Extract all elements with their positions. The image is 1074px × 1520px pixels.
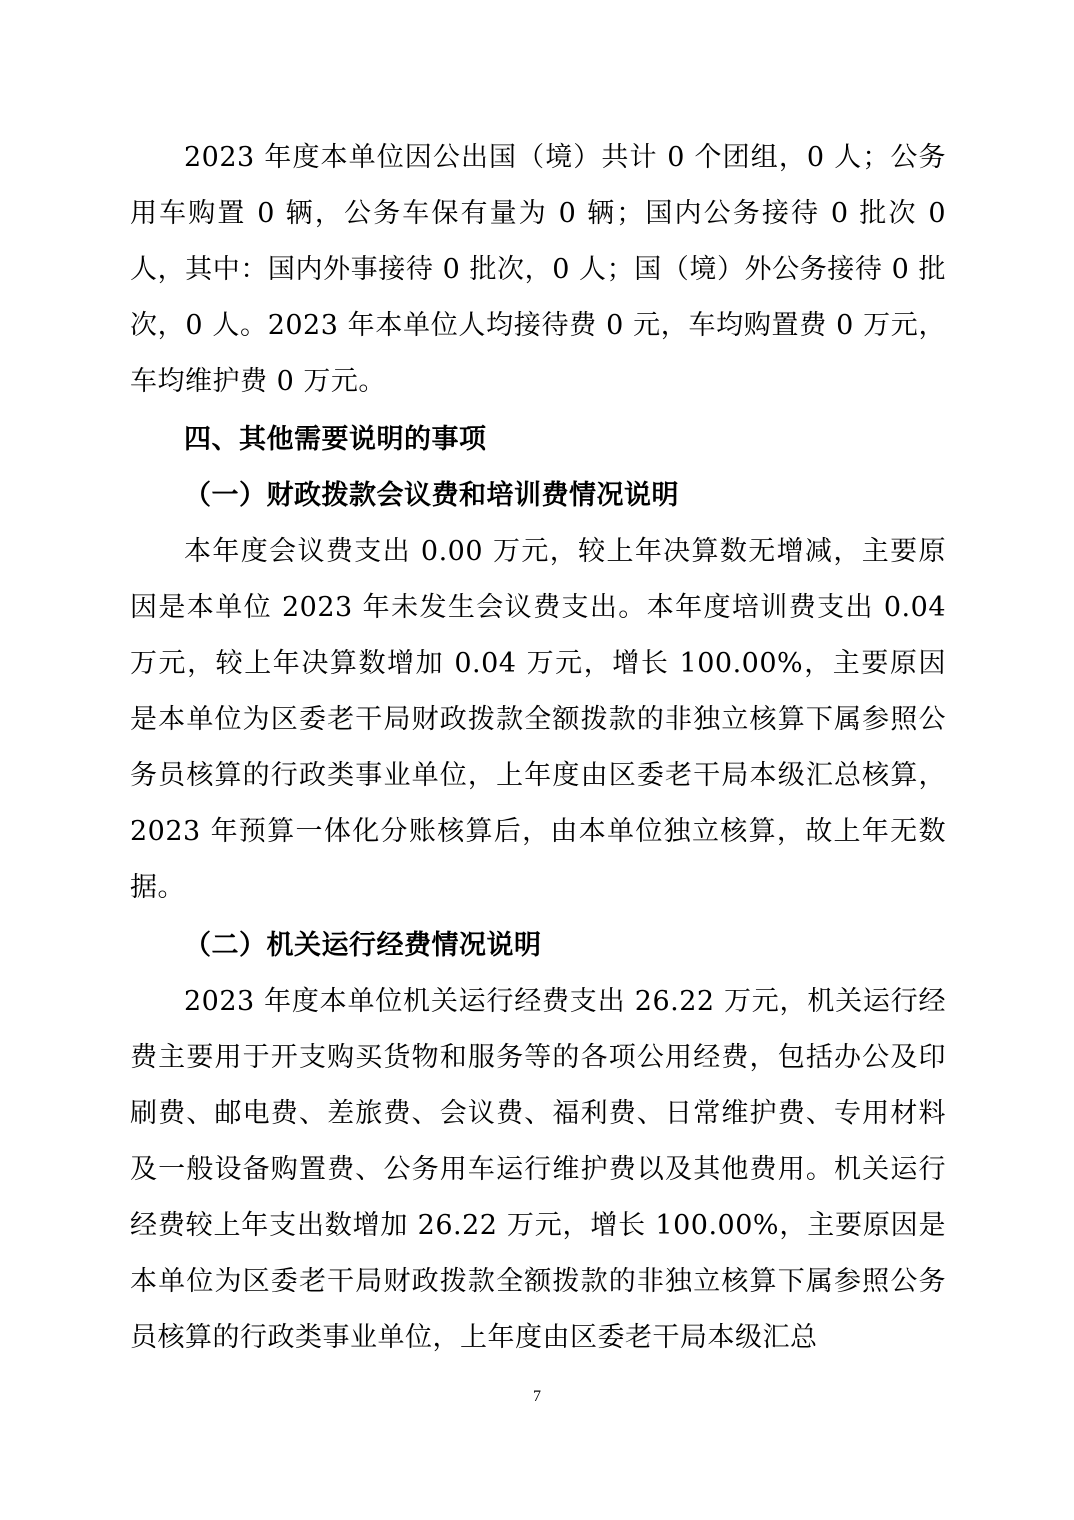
document-body — [130, 130, 946, 1366]
paragraph-meeting-training-fees: 本年度会议费支出 0.00 万元，较上年决算数无增减，主要原因是本单位 2023 年未发生会议费支出。本年度培训费支出 0.04 万元，较上年决算数增加 0.04 万元，增长 100.00%，主要原因是本单位为区委老干局财政拨款全额拨款的非独立核算下属参照公务员核算的行政类事业单位，上年度由区委老干局本级汇总核算，2023 年预算一体化分账核算后，由本单位独立核算，故上年无数据。 — [130, 536, 946, 903]
subheading-operating-expenses: （二）机关运行经费情况说明 — [184, 930, 542, 961]
paragraph-operating-expenses: 2023 年度本单位机关运行经费支出 26.22 万元，机关运行经费主要用于开支购买货物和服务等的各项公用经费，包括办公及印刷费、邮电费、差旅费、会议费、福利费、日常维护费、专用材料及一般设备购置费、公务用车运行维护费以及其他费用。机关运行经费较上年支出数增加 26.22 万元，增长 100.00%，主要原因是本单位为区委老干局财政拨款全额拨款的非独立核算下属参照公务员核算的行政类事业单位，上年度由区委老干局本级汇总 — [130, 986, 946, 1353]
section-heading-other-matters: 四、其他需要说明的事项 — [184, 424, 487, 455]
page-number: 7 — [533, 1388, 541, 1405]
paragraph-overseas-vehicles-reception: 2023 年度本单位因公出国（境）共计 0 个团组，0 人；公务用车购置 0 辆，公务车保有量为 0 辆；国内公务接待 0 批次 0 人，其中：国内外事接待 0 批次，0 人；国（境）外公务接待 0 批次，0 人。2023 年本单位人均接待费 0 元，车均购置费 0 万元，车均维护费 0 万元。 — [130, 142, 946, 397]
subheading-meeting-training-fees: （一）财政拨款会议费和培训费情况说明 — [184, 480, 679, 511]
